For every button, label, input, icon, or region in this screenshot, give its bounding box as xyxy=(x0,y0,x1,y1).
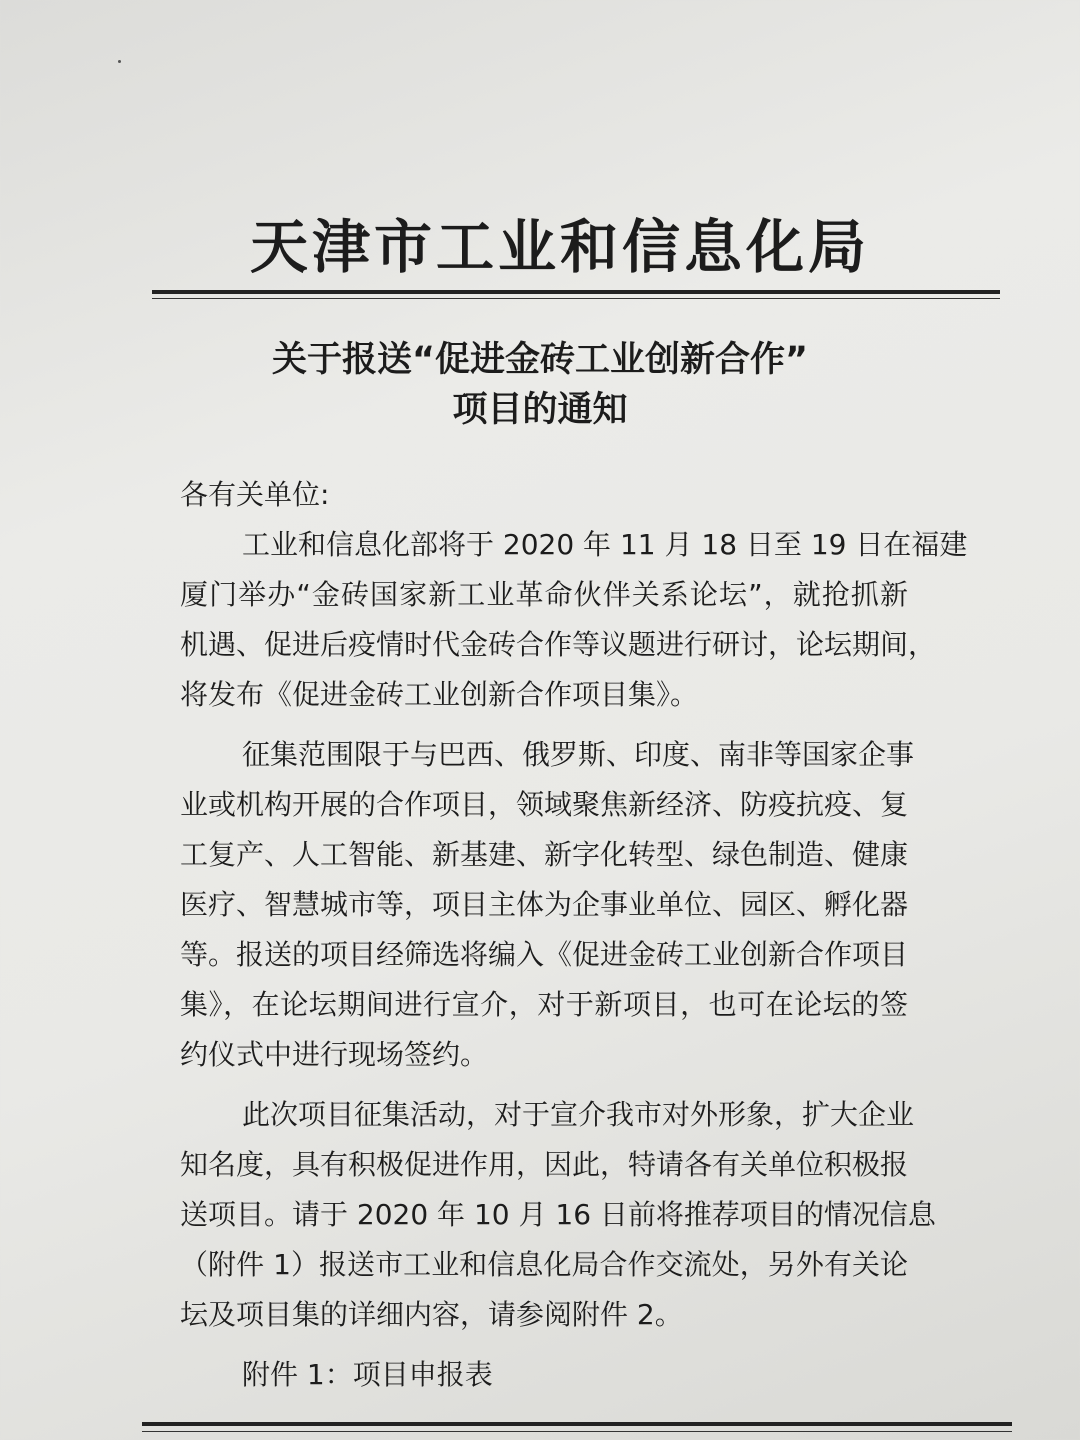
header-rule-thin xyxy=(152,298,1000,299)
body-line: 将发布《促进金砖工业创新合作项目集》。 xyxy=(180,678,699,711)
body-line: 征集范围限于与巴西、俄罗斯、印度、南非等国家企事 xyxy=(242,738,915,771)
paragraph-3 xyxy=(180,1090,936,1340)
footer-rule-thin xyxy=(142,1431,1012,1432)
body-line: 此次项目征集活动，对于宣介我市对外形象，扩大企业 xyxy=(242,1098,915,1131)
body-line: 知名度，具有积极促进作用，因此，特请各有关单位积极报 xyxy=(180,1148,909,1181)
body-line: 等。报送的项目经筛选将编入《促进金砖工业创新合作项目 xyxy=(180,938,909,971)
body-line: 工复产、人工智能、新基建、新字化转型、绿色制造、健康 xyxy=(180,838,909,871)
paragraph-1 xyxy=(180,520,968,720)
attachment-line: 附件 1：项目申报表 xyxy=(242,1358,493,1391)
notice-title-line1: 关于报送“促进金砖工业创新合作” xyxy=(271,340,808,380)
body-line: 送项目。请于 2020 年 10 月 16 日前将推荐项目的情况信息 xyxy=(180,1198,936,1231)
body-line: 坛及项目集的详细内容，请参阅附件 2。 xyxy=(180,1298,683,1331)
issuing-organization: 天津市工业和信息化局 xyxy=(249,213,870,281)
salutation: 各有关单位: xyxy=(180,478,330,511)
body-line: 厦门举办“金砖国家新工业革命伙伴关系论坛”，就抢抓新 xyxy=(180,578,908,611)
body-line: 约仪式中进行现场签约。 xyxy=(180,1038,489,1071)
body-line: （附件 1）报送市工业和信息化局合作交流处，另外有关论 xyxy=(180,1248,908,1281)
body-line: 工业和信息化部将于 2020 年 11 月 18 日至 19 日在福建 xyxy=(242,528,968,561)
paragraph-2 xyxy=(180,730,915,1080)
footer-rule-thick xyxy=(142,1422,1012,1426)
paper-speck xyxy=(118,60,121,63)
notice-body xyxy=(180,470,968,1400)
body-line: 业或机构开展的合作项目，领域聚焦新经济、防疫抗疫、复 xyxy=(180,788,909,821)
body-line: 集》，在论坛期间进行宣介，对于新项目，也可在论坛的签 xyxy=(180,988,908,1021)
header-rule-thick xyxy=(152,290,1000,294)
body-line: 机遇、促进后疫情时代金砖合作等议题进行研讨，论坛期间， xyxy=(180,628,937,661)
notice-title-line2: 项目的通知 xyxy=(452,390,628,430)
body-line: 医疗、智慧城市等，项目主体为企事业单位、园区、孵化器 xyxy=(180,888,909,921)
